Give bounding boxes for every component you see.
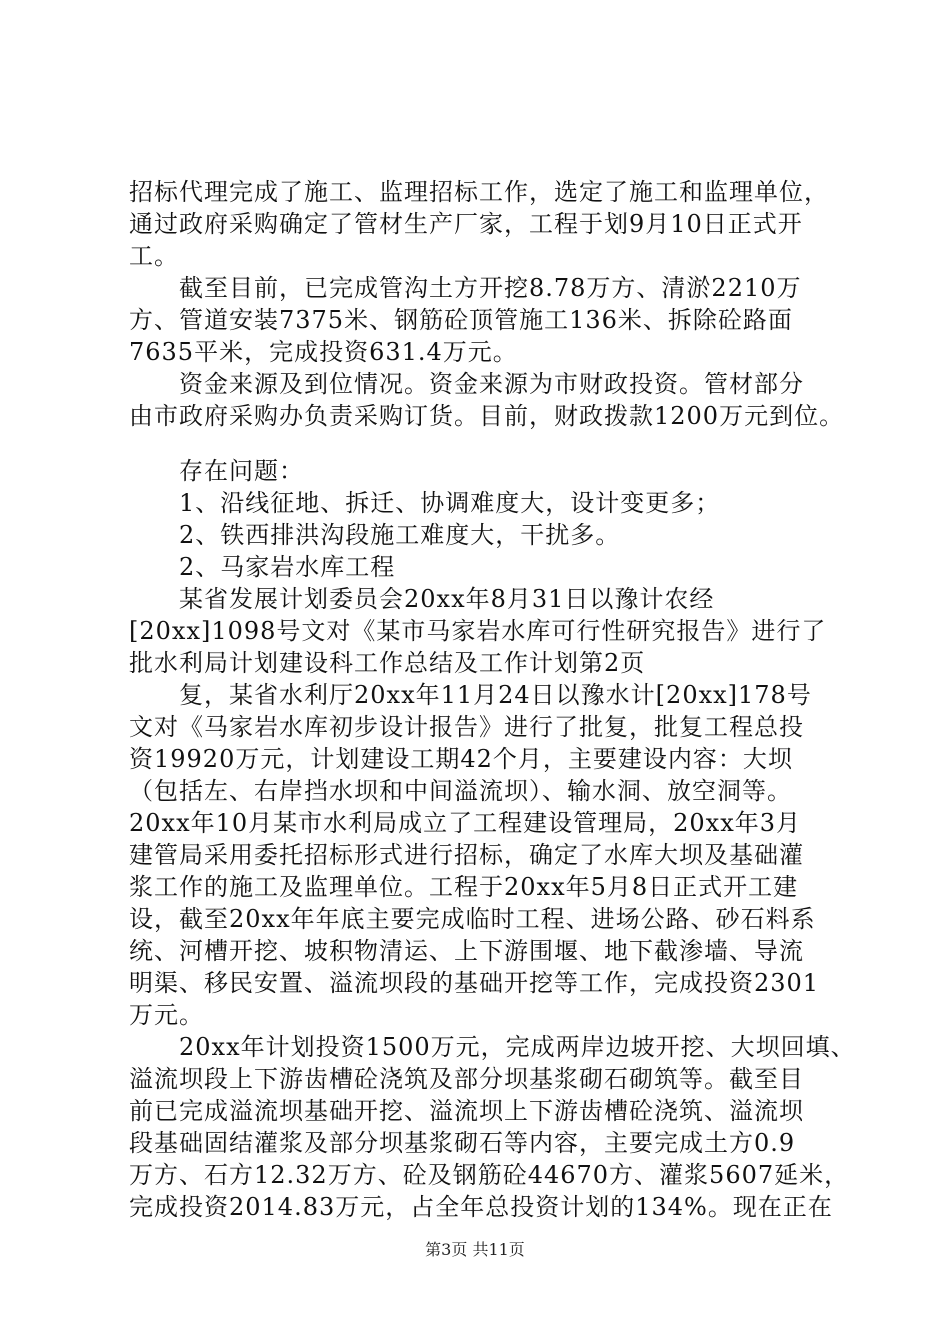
text-line: 由市政府采购办负责采购订货。目前，财政拨款1200万元到位。 — [129, 402, 845, 430]
text-line: 资金来源及到位情况。资金来源为市财政投资。管材部分 — [129, 370, 804, 398]
text-line: 前已完成溢流坝基础开挖、溢流坝上下游齿槽砼浇筑、溢流坝 — [129, 1097, 804, 1125]
text-line: 通过政府采购确定了管材生产厂家，工程于划9月10日正式开 — [129, 210, 803, 238]
text-line: 建管局采用委托招标形式进行招标，确定了水库大坝及基础灌 — [129, 841, 804, 869]
text-line: 存在问题： — [129, 457, 304, 485]
text-line: 统、河槽开挖、坡积物清运、上下游围堰、地下截渗墙、导流 — [129, 937, 804, 965]
text-line: 设，截至20xx年年底主要完成临时工程、进场公路、砂石料系 — [129, 905, 816, 933]
page-number-footer: 第3页 共11页 — [425, 1240, 525, 1259]
text-line: 招标代理完成了施工、监理招标工作，选定了施工和监理单位， — [129, 178, 829, 206]
text-line: 浆工作的施工及监理单位。工程于20xx年5月8日正式开工建 — [129, 873, 799, 901]
text-line: 溢流坝段上下游齿槽砼浇筑及部分坝基浆砌石砌筑等。截至目 — [129, 1065, 804, 1093]
text-line: 7635平米，完成投资631.4万元。 — [129, 338, 518, 366]
text-line: 万方、石方12.32万方、砼及钢筋砼44670方、灌浆5607延米， — [129, 1161, 850, 1189]
text-line: 截至目前，已完成管沟土方开挖8.78万方、清淤2210万 — [129, 274, 802, 302]
text-line: 批水利局计划建设科工作总结及工作计划第2页 — [129, 649, 646, 677]
text-line: 文对《马家岩水库初步设计报告》进行了批复，批复工程总投 — [129, 713, 804, 741]
text-line: 某省发展计划委员会20xx年8月31日以豫计农经 — [129, 585, 715, 613]
text-line: 资19920万元，计划建设工期42个月，主要建设内容：大坝 — [129, 745, 793, 773]
text-line: 明渠、移民安置、溢流坝段的基础开挖等工作，完成投资2301 — [129, 969, 820, 997]
text-line: 方、管道安装7375米、钢筋砼顶管施工136米、拆除砼路面 — [129, 306, 793, 334]
text-line: 段基础固结灌浆及部分坝基浆砌石等内容，主要完成土方0.9 — [129, 1129, 796, 1157]
text-line: 1、沿线征地、拆迁、协调难度大，设计变更多； — [129, 489, 721, 517]
text-line: 2、马家岩水库工程 — [129, 553, 396, 581]
text-line: 万元。 — [129, 1001, 204, 1029]
text-line: 复，某省水利厅20xx年11月24日以豫水计[20xx]178号 — [129, 681, 812, 709]
text-line: 完成投资2014.83万元，占全年总投资计划的134%。现在正在 — [129, 1193, 833, 1221]
text-line: [20xx]1098号文对《某市马家岩水库可行性研究报告》进行了 — [129, 617, 827, 645]
text-line: 工。 — [129, 242, 179, 270]
text-line: 2、铁西排洪沟段施工难度大，干扰多。 — [129, 521, 621, 549]
text-line: 20xx年计划投资1500万元，完成两岸边坡开挖、大坝回填、 — [129, 1033, 856, 1061]
text-line: （包括左、右岸挡水坝和中间溢流坝）、输水洞、放空洞等。 — [129, 777, 792, 805]
text-line: 20xx年10月某市水利局成立了工程建设管理局，20xx年3月 — [129, 809, 802, 837]
